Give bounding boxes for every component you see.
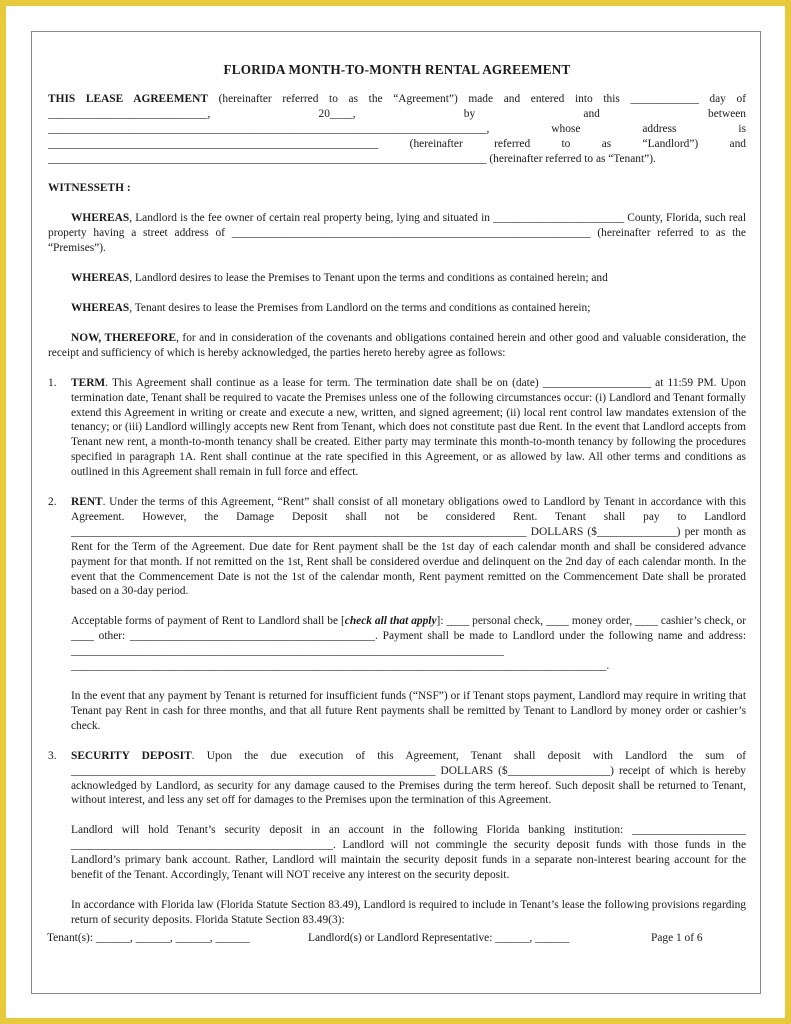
rent-paragraph: RENT. Under the terms of this Agreement, “Rent” shall consist of all monetary obligations owed to Landlord by Tenant in accordance with this Agreement. However, the Damage Deposit shall not be considered Rent. Tenant shall pay to Landlord ________________________________________________________________________________ DOLLARS ($______________) per month as Rent for the Term of the Agreement. Due date for Rent payment shall be the 1st day of each calendar month and shall be considered advance payment for that month. If not remitted on the 1st, Rent shall be considered overdue and delinquent on the 2nd day of each calendar month. In the event that the Commencement Date is not the 1st of the calendar month, Rent payment remitted on the Commencement Date shall be prorated based on a 30-day period. — [71, 496, 746, 598]
bank-paragraph: Landlord will hold Tenant’s security deposit in an account in the following Florida banking institution: ____________________ ______________________________________________. Landlord will not commingle the security deposit funds with those funds in the Landlord’s primary bank account. Rather, Landlord will maintain the security deposit funds in a separate non-interest bearing account for the benefit of the Tenant. Accordingly, Tenant will NOT receive any interest on the security deposit. — [71, 824, 746, 882]
deposit-paragraph: SECURITY DEPOSIT. Upon the due execution of this Agreement, Tenant shall deposit with Landlord the sum of ________________________________________________________________ DOLLARS ($__________________) receipt of which is hereby acknowledged by Landlord, as security for any damage caused to the Premises during the term hereof. Such deposit shall be returned to Tenant, without interest, and less any set off for damages to the Premises upon the termination of this Agreement. — [71, 749, 746, 807]
footer-landlord-initials: Landlord(s) or Landlord Representative: ______, ______ — [308, 932, 570, 944]
section-number: 2. — [48, 496, 57, 509]
intro-paragraph — [48, 92, 746, 167]
section-heading: RENT — [71, 496, 103, 509]
section-number: 3. — [48, 749, 57, 762]
footer-page-number: Page 1 of 6 — [651, 932, 703, 944]
footer-tenant-initials: Tenant(s): ______, ______, ______, ______ — [47, 932, 250, 944]
whereas-paragraph-3: WHEREAS, Tenant desires to lease the Premises from Landlord on the terms and conditions as contained herein; — [71, 301, 591, 314]
document-page — [31, 31, 761, 994]
intro-lead: THIS LEASE AGREEMENT — [48, 92, 208, 105]
whereas-paragraph-2: WHEREAS, Landlord desires to lease the Premises to Tenant upon the terms and conditions as contained herein; and — [71, 272, 608, 285]
nsf-paragraph: In the event that any payment by Tenant is returned for insufficient funds (“NSF”) or if Tenant stops payment, Landlord may require in writing that Tenant pay Rent in cash for three months, and that all future Rent payments shall be remitted by Tenant to Landlord by money order or cashier’s check. — [71, 690, 746, 732]
intro-text: (hereinafter referred to as the “Agreement”) made and entered into this ____________ day of ____________________________, 20____, by and between _____________________________________________________________________________, whose address is __________________________________________________________ (hereinafter referred to as “Landlord”) and _____________________________________________________________________________ (hereinafter referred to as “Tenant”). — [48, 92, 747, 165]
section-rent — [48, 495, 746, 734]
section-security-deposit — [48, 749, 746, 928]
witnesseth-heading: WITNESSETH : — [48, 182, 131, 195]
now-therefore-paragraph: NOW, THEREFORE, for and in consideration of the covenants and obligations contained herein and other good and valuable consideration, the receipt and sufficiency of which is hereby acknowledged, the parties hereto hereby agree as follows: — [48, 331, 746, 359]
section-heading: TERM — [71, 376, 106, 389]
section-number: 1. — [48, 376, 57, 389]
statute-paragraph: In accordance with Florida law (Florida Statute Section 83.49), Landlord is required to include in Tenant’s lease the following provisions regarding return of security deposits. Florida Statute Section 83.49(3): — [71, 898, 746, 926]
check-all-emphasis: check all that apply — [344, 615, 437, 628]
section-heading: SECURITY DEPOSIT — [71, 749, 192, 762]
document-body — [48, 63, 746, 943]
whereas-paragraph-1: WHEREAS, Landlord is the fee owner of certain real property being, lying and situated in _______________________ County, Florida, such real property having a street address of _______________________________________________________________ (hereinafter referred to as the “Premises”). — [48, 212, 746, 255]
document-title: FLORIDA MONTH-TO-MONTH RENTAL AGREEMENT — [223, 62, 571, 77]
term-paragraph: TERM. This Agreement shall continue as a lease for term. The termination date shall be on (date) ___________________ at 11:59 PM. Upon termination date, Tenant shall be required to vacate the Premises unless one of the following circumstances occur: (i) Landlord and Tenant formally extend this Agreement in writing or create and execute a new, written, and signed agreement; (ii) local rent control law mandates extension of the tenancy; or (iii) Landlord willingly accepts new Rent from Tenant, which does not constitute past due Rent. In the event that Landlord accepts from Tenant new rent, a month-to-month tenancy shall be created. Either party may terminate this month-to-month tenancy by following the procedures specified in paragraph 1A. Rent shall continue at the rate specified in this Agreement, or as allowed by law. All other terms and conditions as outlined in this Agreement shall remain in full force and effect. — [71, 376, 746, 479]
payment-forms-paragraph: Acceptable forms of payment of Rent to Landlord shall be [check all that apply]: ____ personal check, ____ money order, ____ cashier’s check, or ____ other: ___________________________________________. Payment shall be made to Landlord under the following name and address: ____________________________________________________________________________ ______________________________________________________________________________________________. — [71, 615, 746, 673]
section-term — [48, 376, 746, 480]
